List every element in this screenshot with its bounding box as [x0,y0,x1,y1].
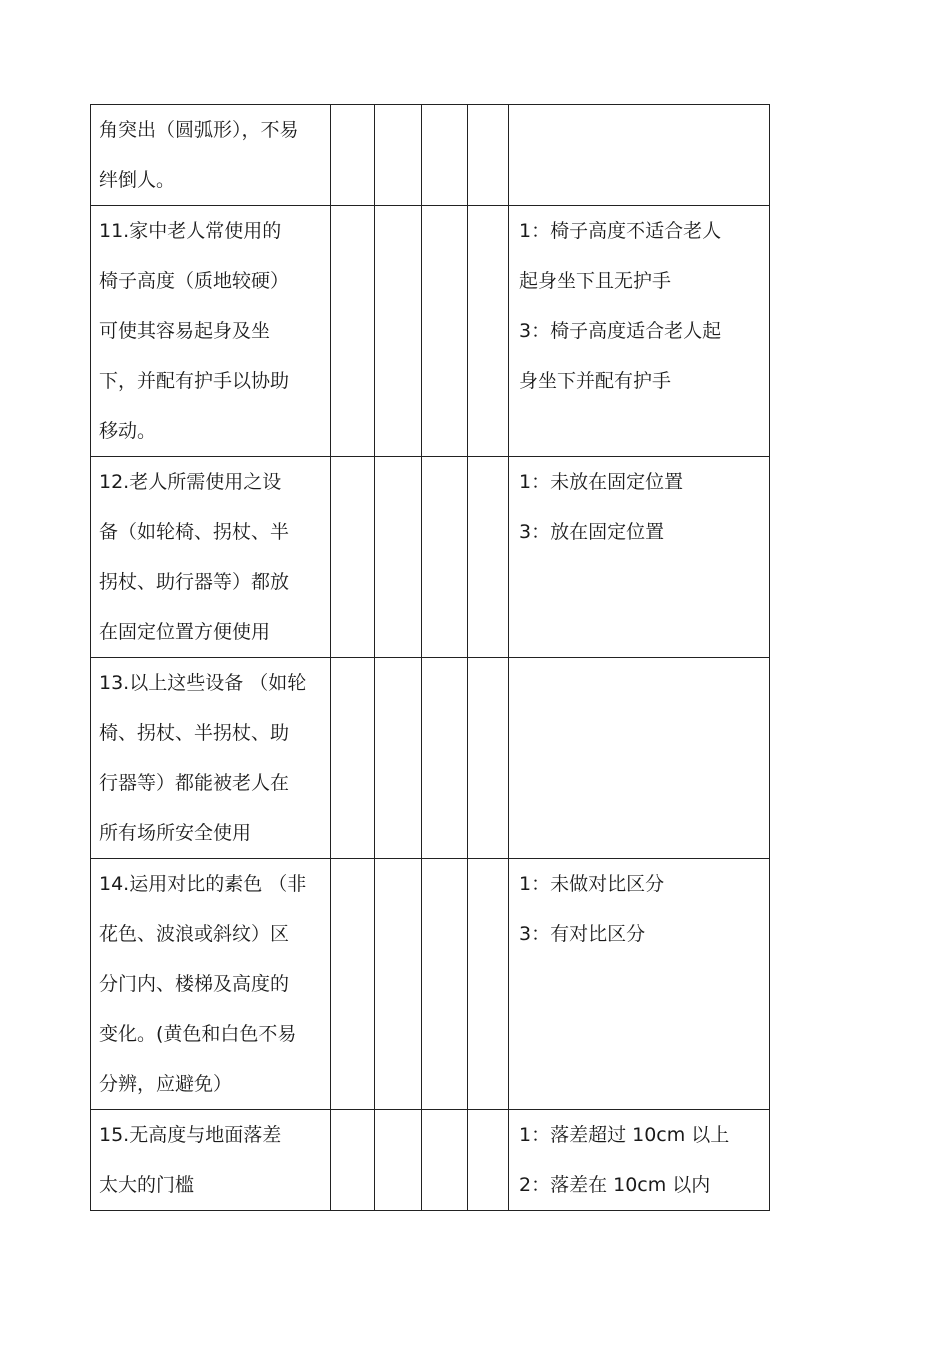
score-cell[interactable] [468,859,509,1110]
score-cell[interactable] [422,457,468,658]
item-cell [91,658,331,859]
table-row [91,206,770,457]
item-text-line: 变化。(黄色和白色不易 [99,1023,297,1045]
item-text-line: 12.老人所需使用之设 [99,471,282,493]
score-cell[interactable] [422,105,468,206]
item-text-line: 分门内、楼梯及高度的 [99,973,290,995]
score-cell[interactable] [375,105,422,206]
note-text-line: 3：有对比区分 [519,923,646,945]
item-cell [91,859,331,1110]
item-text-line: 花色、波浪或斜纹）区 [99,923,290,945]
item-text-line: 15.无高度与地面落差 [99,1124,282,1146]
note-text-line: 1：椅子高度不适合老人 [519,220,722,242]
table-row [91,105,770,206]
table-row [91,859,770,1110]
score-cell[interactable] [375,1110,422,1211]
item-text-line: 移动。 [99,420,157,442]
note-text-line: 1：落差超过 10cm 以上 [519,1124,730,1146]
item-text-line: 13.以上这些设备 （如轮 [99,672,307,694]
score-cell[interactable] [468,1110,509,1211]
item-text-line: 在固定位置方便使用 [99,621,271,643]
note-text-line: 起身坐下且无护手 [519,270,672,292]
score-cell[interactable] [468,658,509,859]
score-cell[interactable] [331,206,375,457]
score-cell[interactable] [331,859,375,1110]
score-cell[interactable] [331,1110,375,1211]
score-cell[interactable] [422,206,468,457]
note-text-line: 2：落差在 10cm 以内 [519,1174,711,1196]
score-cell[interactable] [468,457,509,658]
assessment-table [90,104,770,1211]
score-cell[interactable] [422,1110,468,1211]
item-cell [91,1110,331,1211]
score-cell[interactable] [375,206,422,457]
note-cell [509,1110,770,1211]
item-text-line: 所有场所安全使用 [99,822,252,844]
note-text-line: 3：椅子高度适合老人起 [519,320,722,342]
score-cell[interactable] [375,859,422,1110]
note-cell [509,457,770,658]
item-cell [91,105,331,206]
score-cell[interactable] [468,105,509,206]
note-text-line: 1：未放在固定位置 [519,471,684,493]
item-text-line: 下，并配有护手以协助 [99,370,290,392]
item-text-line: 绊倒人。 [99,169,176,191]
item-text-line: 11.家中老人常使用的 [99,220,282,242]
score-cell[interactable] [422,859,468,1110]
table-row [91,457,770,658]
item-cell [91,206,331,457]
note-cell [509,859,770,1110]
note-cell [509,105,770,206]
score-cell[interactable] [375,658,422,859]
note-text-line: 身坐下并配有护手 [519,370,672,392]
score-cell[interactable] [468,206,509,457]
item-text-line: 角突出（圆弧形），不易 [99,119,299,141]
note-cell [509,206,770,457]
item-text-line: 分辨，应避免） [99,1073,233,1095]
table-row [91,658,770,859]
item-text-line: 可使其容易起身及坐 [99,320,271,342]
item-text-line: 行器等）都能被老人在 [99,772,290,794]
score-cell[interactable] [375,457,422,658]
score-cell[interactable] [331,457,375,658]
item-text-line: 椅子高度（质地较硬） [99,270,290,292]
note-text-line: 3：放在固定位置 [519,521,665,543]
item-text-line: 拐杖、助行器等）都放 [99,571,290,593]
note-text-line: 1：未做对比区分 [519,873,665,895]
item-text-line: 椅、拐杖、半拐杖、助 [99,722,290,744]
item-text-line: 备（如轮椅、拐杖、半 [99,521,290,543]
item-text-line: 14.运用对比的素色 （非 [99,873,307,895]
score-cell[interactable] [422,658,468,859]
table-row [91,1110,770,1211]
item-text-line: 太大的门槛 [99,1174,195,1196]
note-cell [509,658,770,859]
score-cell[interactable] [331,658,375,859]
item-cell [91,457,331,658]
score-cell[interactable] [331,105,375,206]
